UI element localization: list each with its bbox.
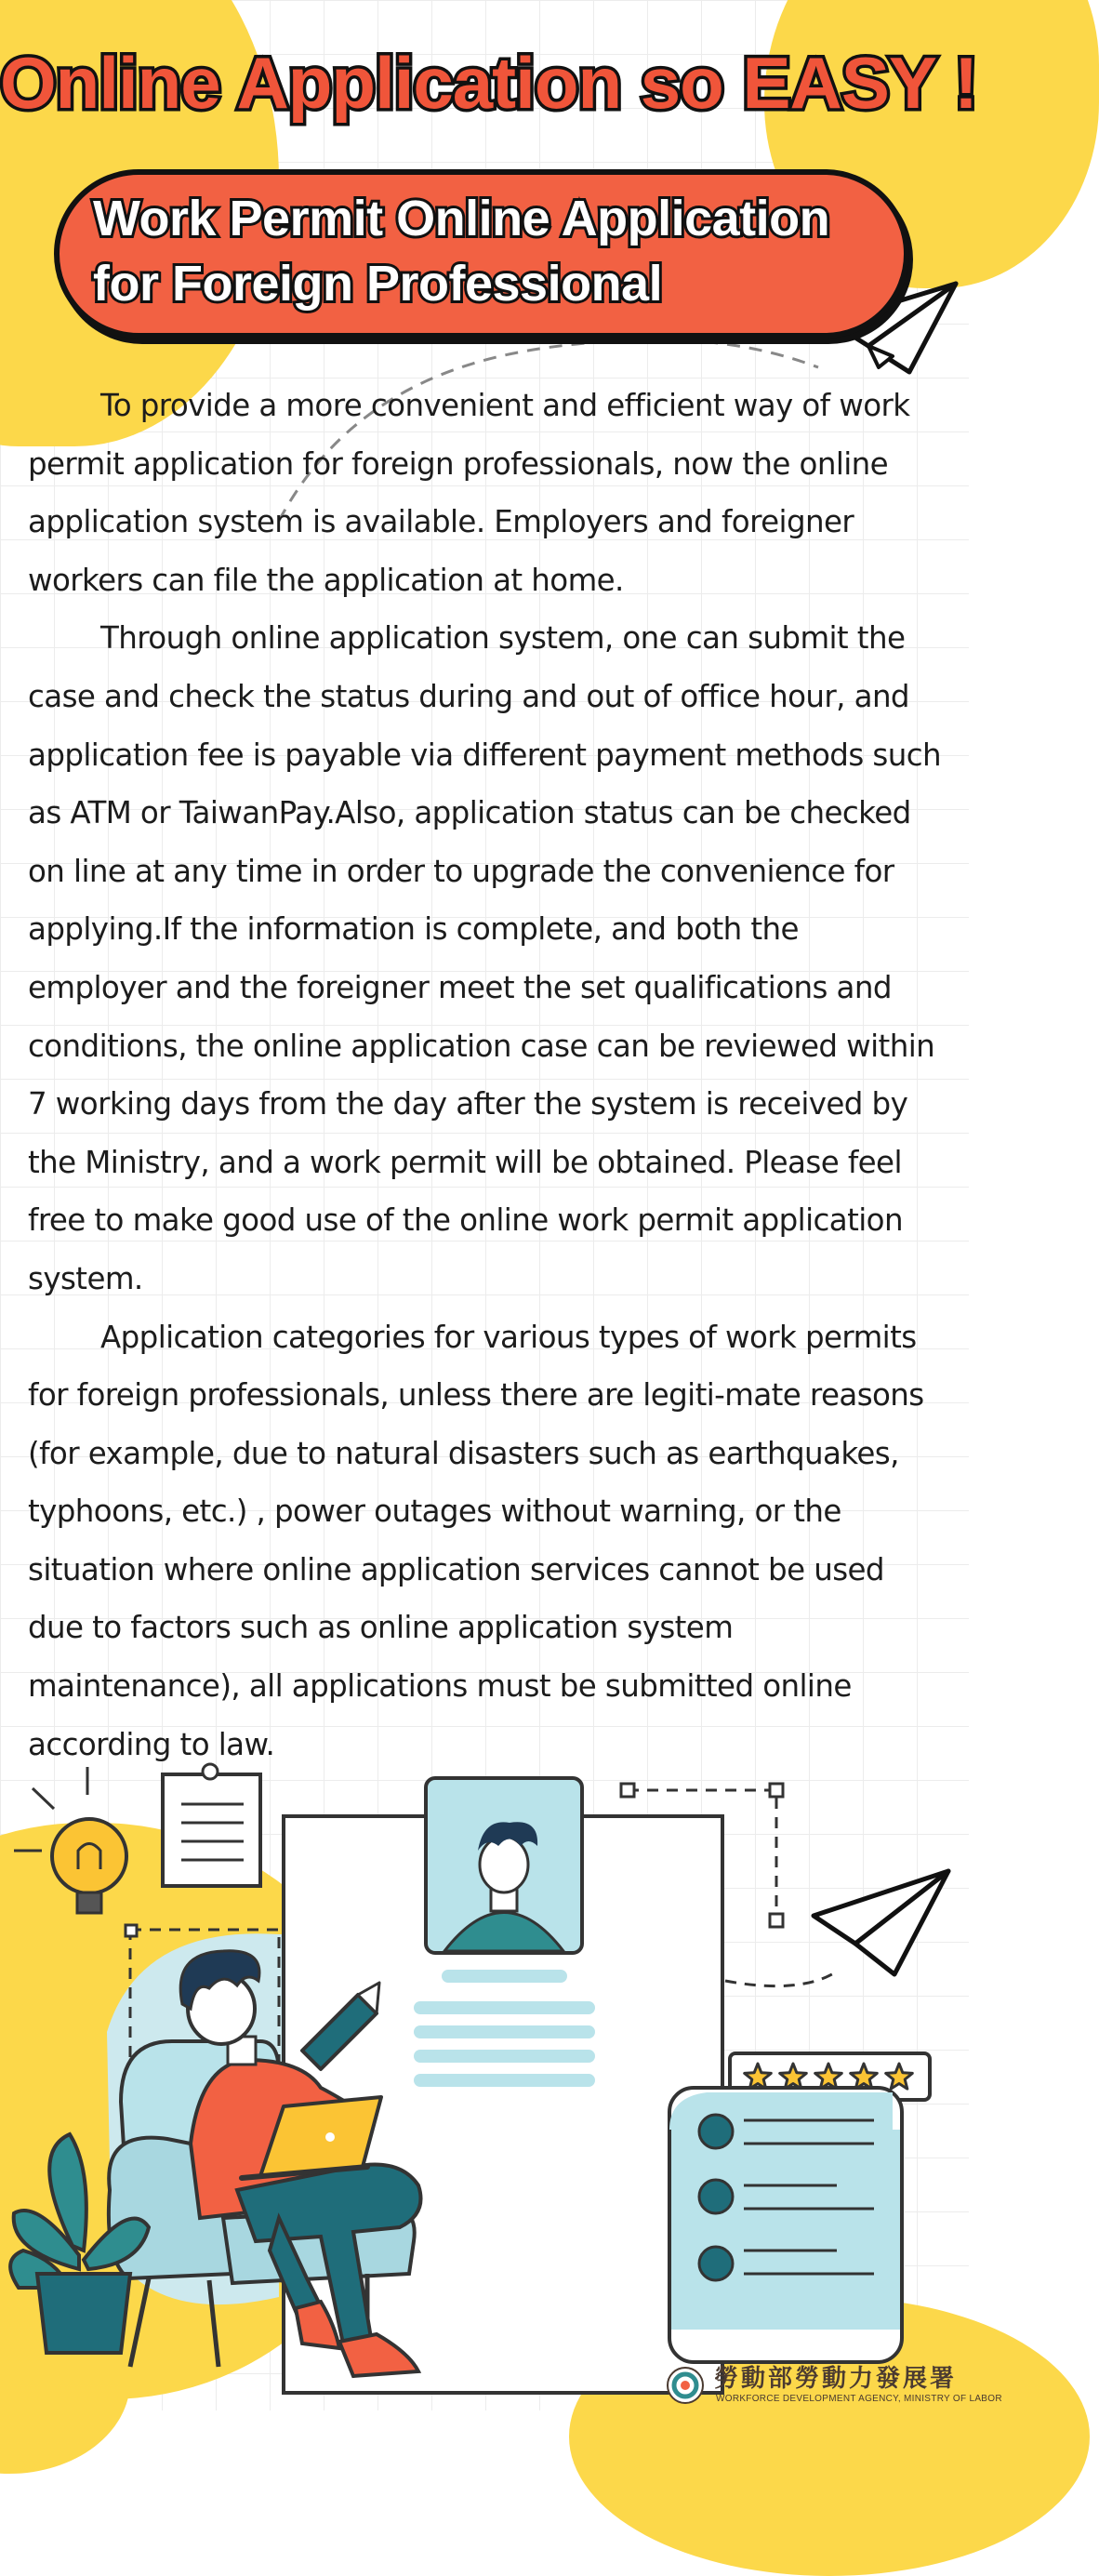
paragraph-categories: Application categories for various types of work permits for foreign professionals, unless there are legiti-mate reasons (for example, due to natural disasters such as earthquakes, typhoons, etc.) , power outages without warning, or the situation where online application services cannot be used due to factors such as online application system maintenance), all applications must be submitted online according to law. — [28, 1319, 924, 1762]
agency-name-en: WORKFORCE DEVELOPMENT AGENCY, MINISTRY OF LABOR — [716, 2394, 1002, 2404]
agency-emblem-icon — [666, 2366, 705, 2405]
paper-plane-icon — [814, 1871, 948, 1974]
body-text — [28, 377, 944, 1773]
agency-name-zh: 勞動部勞動力發展署 — [714, 2365, 958, 2393]
subtitle-text: Work Permit Online Application for Foreign Professional — [93, 191, 830, 312]
agency-logo — [666, 2364, 1002, 2407]
main-title: Online Application so EASY ! — [0, 42, 978, 124]
paragraph-process: Through online application system, one can submit the case and check the status during and out of office hour, and application fee is payable via different payment methods such as ATM or TaiwanPay.Also, application status can be checked on line at any time in order to upgrade the convenience for applying.If the information is complete, and both the employer and the foreigner meet the set qualifications and conditions, the online application case can be reviewed within 7 working days from the day after the system is received by the Ministry, and a work permit will be obtained. Please feel free to make good use of the online work permit application system. — [28, 620, 941, 1296]
paragraph-intro: To provide a more convenient and efficient way of work permit application for foreign professionals, now the online application system is available. Employers and foreigner workers can file the application at home. — [28, 388, 910, 598]
illustration — [0, 1748, 969, 2410]
checklist-card — [669, 2088, 902, 2362]
clipboard-icon — [163, 1764, 260, 1886]
lightbulb-icon — [14, 1767, 126, 1913]
